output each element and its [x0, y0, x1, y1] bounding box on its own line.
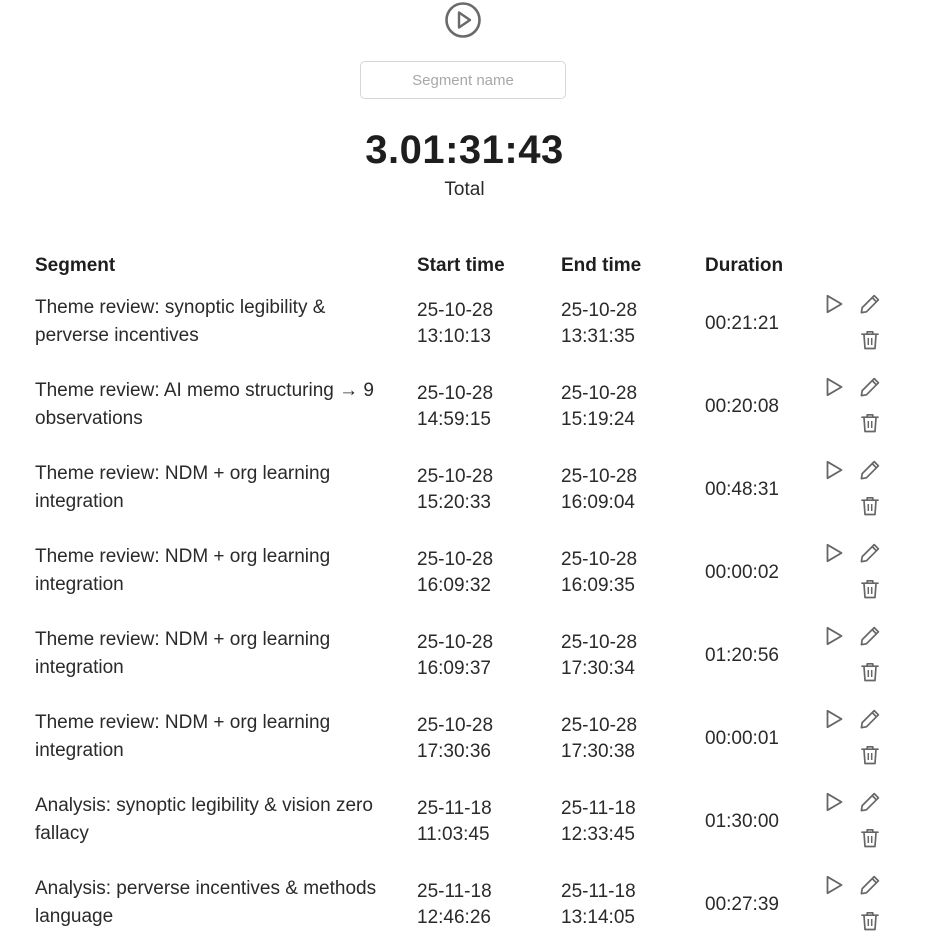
end-date: 25-10-28	[561, 466, 638, 487]
start-clock: 17:30:36	[417, 741, 491, 762]
resume-segment-button[interactable]	[822, 624, 846, 648]
start-timer-button[interactable]	[443, 0, 483, 40]
play-icon	[823, 293, 845, 315]
play-icon	[823, 459, 845, 481]
resume-segment-button[interactable]	[822, 292, 846, 316]
segment-name: Theme review: NDM + org learning integration	[35, 629, 331, 678]
header-end-time: End time	[561, 255, 642, 276]
total-label: Total	[444, 179, 485, 200]
end-date: 25-10-28	[561, 549, 638, 570]
delete-segment-button[interactable]	[858, 328, 882, 352]
start-time	[417, 796, 547, 848]
pencil-icon	[859, 791, 881, 813]
start-clock: 16:09:37	[417, 658, 491, 679]
segment-name: Theme review: AI memo structuring → 9 observations	[35, 380, 374, 429]
end-time	[561, 713, 691, 765]
end-date: 25-10-28	[561, 300, 638, 321]
resume-segment-button[interactable]	[822, 541, 846, 565]
duration: 01:20:56	[705, 645, 779, 666]
segment-name-input[interactable]	[360, 61, 566, 99]
end-date: 25-10-28	[561, 715, 638, 736]
end-time	[561, 879, 691, 931]
trash-icon	[859, 495, 881, 517]
resume-segment-button[interactable]	[822, 707, 846, 731]
trash-icon	[859, 744, 881, 766]
play-circle-icon	[444, 1, 482, 39]
start-date: 25-11-18	[417, 798, 492, 819]
start-clock: 13:10:13	[417, 326, 491, 347]
start-clock: 15:20:33	[417, 492, 491, 513]
end-date: 25-11-18	[561, 798, 636, 819]
segments-table	[35, 254, 905, 941]
delete-segment-button[interactable]	[858, 411, 882, 435]
delete-segment-button[interactable]	[858, 743, 882, 767]
play-icon	[823, 791, 845, 813]
table-row	[35, 288, 905, 371]
start-clock: 16:09:32	[417, 575, 491, 596]
delete-segment-button[interactable]	[858, 494, 882, 518]
edit-segment-button[interactable]	[858, 790, 882, 814]
end-time	[561, 464, 691, 516]
pencil-icon	[859, 376, 881, 398]
table-row	[35, 620, 905, 703]
table-body	[35, 288, 905, 941]
pencil-icon	[859, 542, 881, 564]
end-time	[561, 298, 691, 350]
start-date: 25-10-28	[417, 466, 494, 487]
trash-icon	[859, 827, 881, 849]
segment-name: Analysis: perverse incentives & methods language	[35, 878, 377, 927]
start-time	[417, 630, 547, 682]
end-clock: 17:30:34	[561, 658, 635, 679]
play-icon	[823, 625, 845, 647]
resume-segment-button[interactable]	[822, 790, 846, 814]
resume-segment-button[interactable]	[822, 375, 846, 399]
start-time	[417, 381, 547, 433]
duration: 00:21:21	[705, 313, 779, 334]
start-date: 25-10-28	[417, 300, 494, 321]
edit-segment-button[interactable]	[858, 707, 882, 731]
end-date: 25-10-28	[561, 383, 638, 404]
edit-segment-button[interactable]	[858, 375, 882, 399]
play-icon	[823, 708, 845, 730]
start-date: 25-10-28	[417, 383, 494, 404]
segment-name: Theme review: NDM + org learning integration	[35, 712, 331, 761]
trash-icon	[859, 412, 881, 434]
end-time	[561, 630, 691, 682]
duration: 00:48:31	[705, 479, 779, 500]
start-time	[417, 298, 547, 350]
duration: 00:00:02	[705, 562, 779, 583]
delete-segment-button[interactable]	[858, 826, 882, 850]
pencil-icon	[859, 625, 881, 647]
edit-segment-button[interactable]	[858, 873, 882, 897]
pencil-icon	[859, 293, 881, 315]
end-clock: 13:14:05	[561, 907, 635, 928]
edit-segment-button[interactable]	[858, 541, 882, 565]
start-time	[417, 713, 547, 765]
end-clock: 15:19:24	[561, 409, 635, 430]
segment-name: Theme review: NDM + org learning integration	[35, 546, 331, 595]
header-segment: Segment	[35, 255, 116, 276]
start-clock: 14:59:15	[417, 409, 491, 430]
pencil-icon	[859, 874, 881, 896]
duration: 00:20:08	[705, 396, 779, 417]
trash-icon	[859, 661, 881, 683]
header-start-time: Start time	[417, 255, 505, 276]
duration: 00:27:39	[705, 894, 779, 915]
table-row	[35, 786, 905, 869]
total-time: 3.01:31:43	[365, 128, 564, 172]
delete-segment-button[interactable]	[858, 660, 882, 684]
table-row	[35, 869, 905, 941]
end-date: 25-11-18	[561, 881, 636, 902]
table-row	[35, 537, 905, 620]
start-date: 25-10-28	[417, 549, 494, 570]
end-date: 25-10-28	[561, 632, 638, 653]
start-date: 25-10-28	[417, 632, 494, 653]
start-clock: 12:46:26	[417, 907, 491, 928]
start-date: 25-11-18	[417, 881, 492, 902]
table-header	[35, 254, 905, 288]
play-icon	[823, 542, 845, 564]
end-clock: 17:30:38	[561, 741, 635, 762]
start-time	[417, 879, 547, 931]
table-row	[35, 703, 905, 786]
duration: 00:00:01	[705, 728, 779, 749]
resume-segment-button[interactable]	[822, 873, 846, 897]
table-row	[35, 371, 905, 454]
delete-segment-button[interactable]	[858, 909, 882, 933]
trash-icon	[859, 329, 881, 351]
pencil-icon	[859, 708, 881, 730]
end-clock: 16:09:04	[561, 492, 635, 513]
delete-segment-button[interactable]	[858, 577, 882, 601]
start-date: 25-10-28	[417, 715, 494, 736]
segment-name: Theme review: synoptic legibility & perverse incentives	[35, 297, 326, 346]
start-time	[417, 464, 547, 516]
header-duration: Duration	[705, 255, 784, 276]
table-row	[35, 454, 905, 537]
segment-name: Analysis: synoptic legibility & vision zero fallacy	[35, 795, 373, 844]
end-time	[561, 547, 691, 599]
end-time	[561, 796, 691, 848]
segment-name: Theme review: NDM + org learning integration	[35, 463, 331, 512]
play-icon	[823, 874, 845, 896]
trash-icon	[859, 578, 881, 600]
end-clock: 13:31:35	[561, 326, 635, 347]
start-time	[417, 547, 547, 599]
edit-segment-button[interactable]	[858, 624, 882, 648]
trash-icon	[859, 910, 881, 932]
play-icon	[823, 376, 845, 398]
start-clock: 11:03:45	[417, 824, 490, 845]
resume-segment-button[interactable]	[822, 458, 846, 482]
edit-segment-button[interactable]	[858, 292, 882, 316]
end-clock: 16:09:35	[561, 575, 635, 596]
edit-segment-button[interactable]	[858, 458, 882, 482]
end-clock: 12:33:45	[561, 824, 635, 845]
pencil-icon	[859, 459, 881, 481]
end-time	[561, 381, 691, 433]
duration: 01:30:00	[705, 811, 779, 832]
